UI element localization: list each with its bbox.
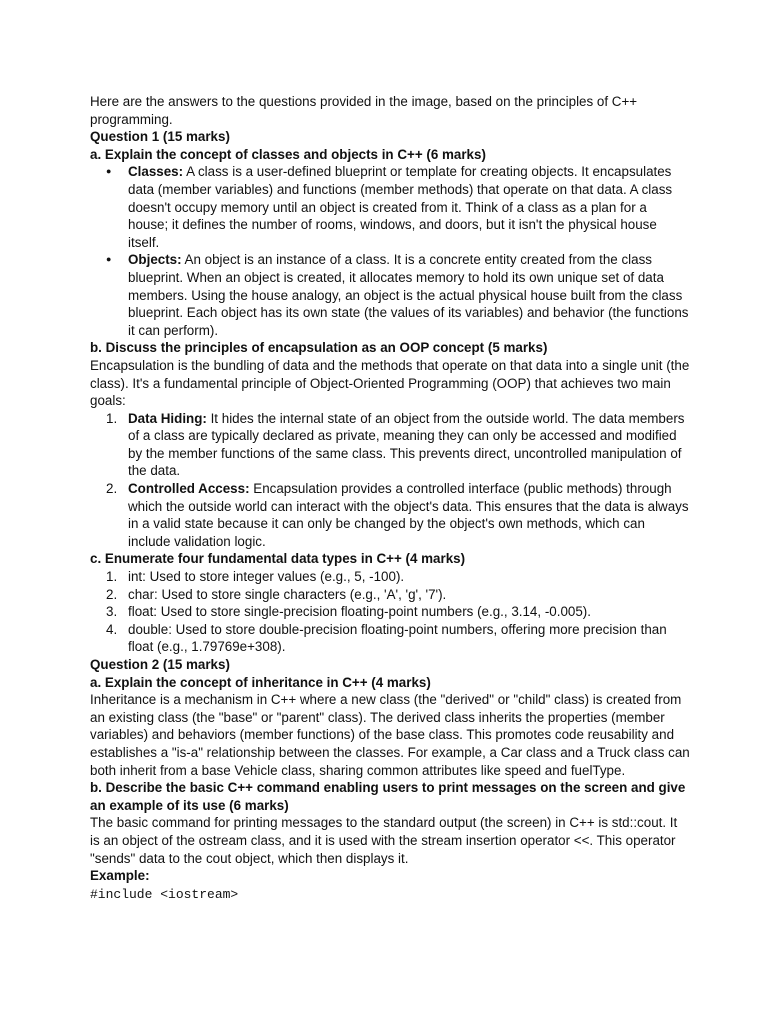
question-2-heading: Question 2 (15 marks): [90, 657, 230, 672]
term-objects: Objects:: [128, 252, 182, 268]
term-data-hiding: Data Hiding:: [128, 410, 207, 426]
list-number: 1.: [106, 410, 118, 426]
term-classes: Classes:: [128, 164, 184, 180]
text-int: int: Used to store integer values (e.g., 5, -100).: [128, 569, 405, 585]
text-controlled-access: Encapsulation provides a controlled interface (public methods) through which the outside world can interact with the object's data. This ensures that the data is always in a valid state because it can only be changed by the object's own methods, which can include validation logic.: [128, 481, 689, 549]
list-item-double: [90, 621, 690, 656]
text-float: float: Used to store single-precision floating-point numbers (e.g., 3.14, -0.005).: [128, 604, 591, 620]
text-classes: A class is a user-defined blueprint or template for creating objects. It encapsulates data (member variables) and functions (member methods) that operate on that data. A class doesn't occupy memory until an object is created from it. Think of a class as a plan for a house; it defines the number of rooms, windows, and doors, but it isn't the physical house itself.: [128, 164, 673, 250]
q1b-heading: b. Discuss the principles of encapsulation as an OOP concept (5 marks): [90, 340, 548, 356]
list-number: 1.: [106, 569, 118, 585]
list-item-controlled-access: [90, 480, 690, 550]
q2b-paragraph: The basic command for printing messages to the standard output (the screen) in C++ is std::cout. It is an object of the ostream class, and it is used with the stream insertion operator <<. This operator "sends" data to the cout object, which then displays it.: [90, 815, 678, 866]
q2a-heading: a. Explain the concept of inheritance in C++ (4 marks): [90, 674, 431, 690]
q1a-heading: a. Explain the concept of classes and objects in C++ (6 marks): [90, 146, 486, 162]
list-item-data-hiding: [90, 410, 690, 480]
list-number: 3.: [106, 604, 118, 620]
list-number: 4.: [106, 621, 118, 637]
list-number: 2.: [106, 586, 118, 602]
list-item-classes: [90, 163, 690, 251]
q2a-paragraph: Inheritance is a mechanism in C++ where a new class (the "derived" or "child" class) is created from an existing class (the "base" or "parent" class). The derived class inherits the properties (member variables) and behaviors (member functions) of the base class. This promotes code reusability and establishes a "is-a" relationship between the classes. For example, a Car class and a Truck class can both inherit from a base Vehicle class, sharing common attributes like speed and fuelType.: [90, 692, 690, 778]
list-item-char: [90, 586, 690, 604]
example-label: Example:: [90, 868, 150, 884]
text-double: double: Used to store double-precision floating-point numbers, offering more precision than float (e.g., 1.79769e+308).: [128, 621, 667, 655]
term-controlled-access: Controlled Access:: [128, 481, 250, 497]
q1c-heading: c. Enumerate four fundamental data types in C++ (4 marks): [90, 551, 466, 567]
text-char: char: Used to store single characters (e.g., 'A', 'g', '7').: [128, 586, 447, 602]
q1a-list: [90, 163, 690, 339]
q1c-list: [90, 568, 690, 656]
list-item-int: [90, 568, 690, 586]
list-number: 2.: [106, 481, 118, 497]
text-data-hiding: It hides the internal state of an object from the outside world. The data members of a class are typically declared as private, meaning they can only be accessed and modified by the member functions of the same class. This prevents direct, uncontrolled manipulation of the data.: [128, 410, 685, 479]
code-line: #include <iostream>: [90, 886, 239, 902]
q1b-list: [90, 410, 690, 551]
question-1-heading: Question 1 (15 marks): [90, 129, 230, 145]
document-page: [90, 93, 690, 903]
intro-paragraph: Here are the answers to the questions provided in the image, based on the principles of C++ programming.: [90, 94, 638, 127]
list-item-float: [90, 603, 690, 621]
list-item-objects: [90, 251, 690, 339]
text-objects: An object is an instance of a class. It is a concrete entity created from the class blueprint. When an object is created, it allocates memory to hold its own unique set of data members. Using the house analogy, an object is the actual physical house built from the class blueprint. Each object has its own state (the values of its variables) and behavior (the functions it can perform).: [128, 252, 689, 338]
q2b-heading: b. Describe the basic C++ command enabling users to print messages on the screen and give an example of its use (6 marks): [90, 780, 686, 813]
q1b-paragraph: Encapsulation is the bundling of data and the methods that operate on that data into a single unit (the class). It's a fundamental principle of Object-Oriented Programming (OOP) that achieves two main goals:: [90, 357, 690, 409]
